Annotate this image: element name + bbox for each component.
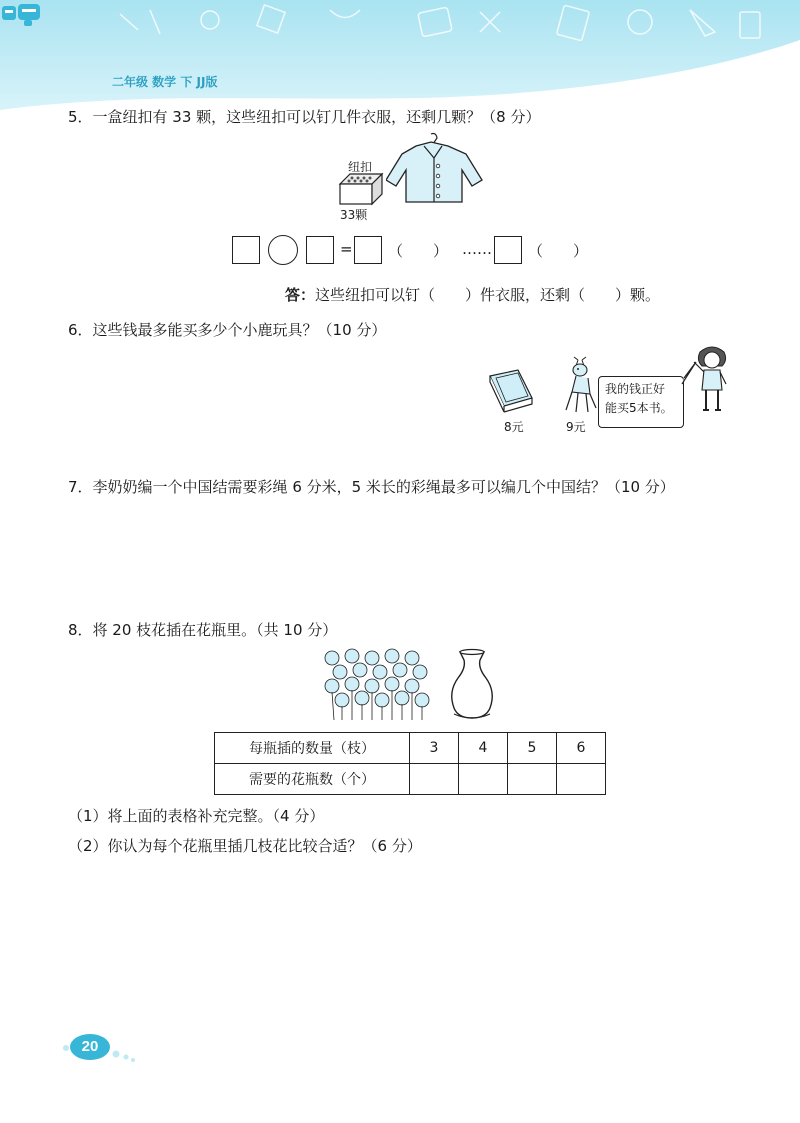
question-8-sub-2: （2）你认为每个花瓶里插几枝花比较合适？（6 分） (68, 837, 422, 855)
flowers-illustration (322, 648, 434, 722)
brand-logo (0, 0, 44, 28)
speech-bubble (598, 376, 684, 428)
question-8-sub-1: （1）将上面的表格补充完整。（4 分） (68, 807, 325, 825)
table-row-header: 需要的花瓶数（个） (215, 764, 410, 795)
header-band (0, 0, 800, 112)
book-price: 8元 (504, 420, 524, 434)
table-cell: 6 (557, 733, 606, 764)
question-8-text: 8．将 20 枝花插在花瓶里。（共 10 分） (68, 621, 338, 639)
question-5-text: 5．一盒纽扣有 33 颗，这些纽扣可以钉几件衣服，还剩几颗？（8 分） (68, 108, 541, 126)
answer-box-1[interactable] (232, 236, 260, 264)
table-row (215, 733, 606, 764)
buttons-count-label: 33颗 (340, 208, 368, 222)
table-blank-cell[interactable] (459, 764, 508, 795)
answer-box-3[interactable] (354, 236, 382, 264)
table-blank-cell[interactable] (508, 764, 557, 795)
answer-box-2[interactable] (306, 236, 334, 264)
operator-circle[interactable] (268, 235, 298, 265)
question-7-text: 7．李奶奶编一个中国结需要彩绳 6 分米，5 米长的彩绳最多可以编几个中国结？（10 分） (68, 478, 675, 496)
header-wave (0, 0, 800, 112)
table-cell: 3 (410, 733, 459, 764)
table-row (215, 764, 606, 795)
table-cell: 4 (459, 733, 508, 764)
table-cell: 5 (508, 733, 557, 764)
answer-box-4[interactable] (494, 236, 522, 264)
speech-line-1: 我的钱正好 (605, 382, 666, 396)
question-6-text: 6．这些钱最多能买多少个小鹿玩具？（10 分） (68, 321, 387, 339)
deer-price: 9元 (566, 420, 586, 434)
eq-paren-2[interactable]: （ ） (528, 242, 589, 260)
button-box-illustration (336, 170, 386, 208)
eq-dots: …… (462, 240, 492, 258)
table-blank-cell[interactable] (557, 764, 606, 795)
answer-text: 这些纽扣可以钉（ ）件衣服，还剩（ ）颗。 (315, 286, 661, 304)
page-number: 20 (81, 1038, 99, 1055)
answer-prefix: 答： (285, 286, 316, 304)
girl-illustration (692, 344, 732, 416)
equals-sign: = (340, 240, 353, 258)
book-illustration (488, 368, 534, 414)
answer-line (285, 284, 660, 305)
table-row-header: 每瓶插的数量（枝） (215, 733, 410, 764)
deer-toy-illustration (558, 356, 602, 416)
table-blank-cell[interactable] (410, 764, 459, 795)
flower-table (214, 732, 606, 795)
header-label: 二年级 数学 下 JJ版 (112, 75, 218, 89)
buttons-label: 纽扣 (348, 160, 373, 174)
shirt-illustration (386, 132, 484, 206)
eq-paren-1[interactable]: （ ） (388, 242, 449, 260)
speech-line-2: 能买5本书。 (605, 401, 673, 415)
vase-illustration (446, 648, 498, 722)
